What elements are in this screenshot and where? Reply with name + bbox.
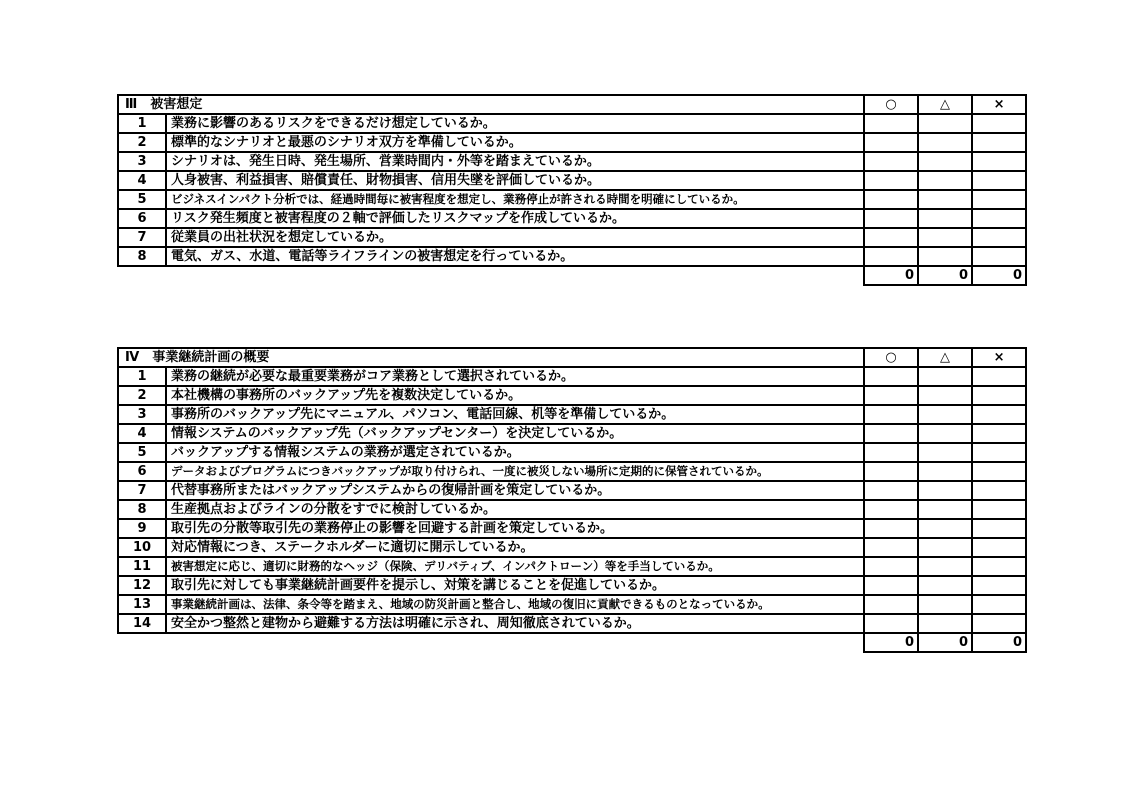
answer-cell-bad[interactable] <box>972 367 1026 386</box>
checklist-row <box>118 152 1026 171</box>
answer-cell-good[interactable] <box>864 595 918 614</box>
answer-cell-good[interactable] <box>864 519 918 538</box>
item-number: 9 <box>118 519 166 538</box>
item-number: 3 <box>118 405 166 424</box>
item-number: 2 <box>118 386 166 405</box>
item-number: 6 <box>118 209 166 228</box>
item-question: 事務所のバックアップ先にマニュアル、パソコン、電話回線、机等を準備しているか。 <box>166 405 864 424</box>
answer-cell-bad[interactable] <box>972 462 1026 481</box>
item-number: 5 <box>118 443 166 462</box>
total-good: 0 <box>864 633 918 652</box>
item-number: 1 <box>118 367 166 386</box>
checklist-row <box>118 171 1026 190</box>
section-header-row <box>118 95 1026 114</box>
section-3-body <box>118 95 1026 285</box>
answer-cell-bad[interactable] <box>972 481 1026 500</box>
total-good: 0 <box>864 266 918 285</box>
section-roman-numeral: Ⅳ <box>125 350 140 365</box>
answer-cell-fair[interactable] <box>918 557 972 576</box>
item-question: 業務に影響のあるリスクをできるだけ想定しているか。 <box>166 114 864 133</box>
answer-cell-bad[interactable] <box>972 557 1026 576</box>
item-number: 12 <box>118 576 166 595</box>
item-question: 本社機構の事務所のバックアップ先を複数決定しているか。 <box>166 386 864 405</box>
answer-cell-fair[interactable] <box>918 519 972 538</box>
answer-cell-bad[interactable] <box>972 500 1026 519</box>
answer-cell-bad[interactable] <box>972 152 1026 171</box>
checklist-row <box>118 595 1026 614</box>
answer-cell-fair[interactable] <box>918 190 972 209</box>
checklist-row <box>118 405 1026 424</box>
checklist-row <box>118 367 1026 386</box>
answer-cell-fair[interactable] <box>918 576 972 595</box>
checklist-row <box>118 443 1026 462</box>
section-4-table <box>117 347 1027 653</box>
answer-cell-good[interactable] <box>864 557 918 576</box>
checklist-row <box>118 462 1026 481</box>
answer-cell-bad[interactable] <box>972 519 1026 538</box>
answer-cell-fair[interactable] <box>918 538 972 557</box>
section-3-table <box>117 94 1027 286</box>
item-number: 7 <box>118 481 166 500</box>
answer-cell-good[interactable] <box>864 614 918 633</box>
item-question: 情報システムのバックアップ先（バックアップセンター）を決定しているか。 <box>166 424 864 443</box>
item-number: 14 <box>118 614 166 633</box>
answer-cell-fair[interactable] <box>918 247 972 266</box>
checklist-row <box>118 424 1026 443</box>
answer-cell-good[interactable] <box>864 443 918 462</box>
total-bad: 0 <box>972 266 1026 285</box>
item-question: シナリオは、発生日時、発生場所、営業時間内・外等を踏まえているか。 <box>166 152 864 171</box>
answer-cell-fair[interactable] <box>918 209 972 228</box>
answer-cell-fair[interactable] <box>918 405 972 424</box>
item-number: 8 <box>118 500 166 519</box>
item-question: バックアップする情報システムの業務が選定されているか。 <box>166 443 864 462</box>
answer-cell-fair[interactable] <box>918 595 972 614</box>
item-question: ビジネスインパクト分析では、経過時間毎に被害程度を想定し、業務停止が許される時間を明確にしているか。 <box>166 190 864 209</box>
totals-spacer <box>118 266 864 285</box>
checklist-row <box>118 538 1026 557</box>
checklist-row <box>118 209 1026 228</box>
answer-cell-good[interactable] <box>864 462 918 481</box>
answer-cell-bad[interactable] <box>972 228 1026 247</box>
answer-cell-bad[interactable] <box>972 247 1026 266</box>
answer-cell-fair[interactable] <box>918 367 972 386</box>
item-number: 8 <box>118 247 166 266</box>
checklist-row <box>118 190 1026 209</box>
item-question: 代替事務所またはバックアップシステムからの復帰計画を策定しているか。 <box>166 481 864 500</box>
answer-cell-good[interactable] <box>864 209 918 228</box>
item-number: 3 <box>118 152 166 171</box>
checklist-row <box>118 114 1026 133</box>
answer-cell-good[interactable] <box>864 386 918 405</box>
answer-cell-good[interactable] <box>864 405 918 424</box>
item-question: 業務の継続が必要な最重要業務がコア業務として選択されているか。 <box>166 367 864 386</box>
answer-cell-fair[interactable] <box>918 614 972 633</box>
answer-cell-bad[interactable] <box>972 443 1026 462</box>
answer-cell-fair[interactable] <box>918 462 972 481</box>
column-header-good: ○ <box>864 95 918 114</box>
item-number: 7 <box>118 228 166 247</box>
column-header-good: ○ <box>864 348 918 367</box>
answer-cell-bad[interactable] <box>972 209 1026 228</box>
item-question: 電気、ガス、水道、電話等ライフラインの被害想定を行っているか。 <box>166 247 864 266</box>
checklist-row <box>118 247 1026 266</box>
checklist-row <box>118 576 1026 595</box>
answer-cell-bad[interactable] <box>972 424 1026 443</box>
item-question: 取引先の分散等取引先の業務停止の影響を回避する計画を策定しているか。 <box>166 519 864 538</box>
item-number: 11 <box>118 557 166 576</box>
answer-cell-good[interactable] <box>864 114 918 133</box>
totals-row <box>118 633 1026 652</box>
section-heading <box>118 95 864 114</box>
item-question: 安全かつ整然と建物から避難する方法は明確に示され、周知徹底されているか。 <box>166 614 864 633</box>
item-question: 生産拠点およびラインの分散をすでに検討しているか。 <box>166 500 864 519</box>
answer-cell-good[interactable] <box>864 133 918 152</box>
answer-cell-fair[interactable] <box>918 228 972 247</box>
answer-cell-good[interactable] <box>864 576 918 595</box>
item-question: 事業継続計画は、法律、条令等を踏まえ、地域の防災計画と整合し、地域の復旧に貢献できるものとなっているか。 <box>166 595 864 614</box>
answer-cell-good[interactable] <box>864 228 918 247</box>
item-question: 人身被害、利益損害、賠償責任、財物損害、信用失墜を評価しているか。 <box>166 171 864 190</box>
total-fair: 0 <box>918 266 972 285</box>
item-number: 6 <box>118 462 166 481</box>
answer-cell-bad[interactable] <box>972 538 1026 557</box>
answer-cell-good[interactable] <box>864 152 918 171</box>
answer-cell-bad[interactable] <box>972 405 1026 424</box>
answer-cell-bad[interactable] <box>972 133 1026 152</box>
answer-cell-bad[interactable] <box>972 171 1026 190</box>
answer-cell-fair[interactable] <box>918 386 972 405</box>
item-question: データおよびプログラムにつきバックアップが取り付けられ、一度に被災しない場所に定期的に保管されているか。 <box>166 462 864 481</box>
checklist-row <box>118 557 1026 576</box>
answer-cell-fair[interactable] <box>918 152 972 171</box>
total-bad: 0 <box>972 633 1026 652</box>
totals-spacer <box>118 633 864 652</box>
section-heading <box>118 348 864 367</box>
checklist-row <box>118 386 1026 405</box>
item-question: 取引先に対しても事業継続計画要件を提示し、対策を講じることを促進しているか。 <box>166 576 864 595</box>
answer-cell-bad[interactable] <box>972 190 1026 209</box>
item-number: 4 <box>118 171 166 190</box>
section-4-body <box>118 348 1026 652</box>
item-number: 4 <box>118 424 166 443</box>
answer-cell-fair[interactable] <box>918 424 972 443</box>
checklist-row <box>118 228 1026 247</box>
answer-cell-fair[interactable] <box>918 481 972 500</box>
answer-cell-good[interactable] <box>864 424 918 443</box>
answer-cell-fair[interactable] <box>918 443 972 462</box>
section-title: 被害想定 <box>150 97 203 112</box>
item-number: 5 <box>118 190 166 209</box>
checklist-row <box>118 519 1026 538</box>
checklist-row <box>118 133 1026 152</box>
answer-cell-good[interactable] <box>864 190 918 209</box>
answer-cell-good[interactable] <box>864 247 918 266</box>
answer-cell-good[interactable] <box>864 367 918 386</box>
totals-row <box>118 266 1026 285</box>
answer-cell-fair[interactable] <box>918 114 972 133</box>
answer-cell-fair[interactable] <box>918 500 972 519</box>
section-roman-numeral: Ⅲ <box>125 97 138 112</box>
answer-cell-good[interactable] <box>864 500 918 519</box>
column-header-fair: △ <box>918 95 972 114</box>
item-question: リスク発生頻度と被害程度の２軸で評価したリスクマップを作成しているか。 <box>166 209 864 228</box>
section-header-row <box>118 348 1026 367</box>
item-question: 対応情報につき、ステークホルダーに適切に開示しているか。 <box>166 538 864 557</box>
answer-cell-bad[interactable] <box>972 595 1026 614</box>
checklist-row <box>118 481 1026 500</box>
total-fair: 0 <box>918 633 972 652</box>
section-title: 事業継続計画の概要 <box>152 350 270 365</box>
item-number: 10 <box>118 538 166 557</box>
item-question: 従業員の出社状況を想定しているか。 <box>166 228 864 247</box>
column-header-bad: × <box>972 348 1026 367</box>
answer-cell-bad[interactable] <box>972 576 1026 595</box>
answer-cell-bad[interactable] <box>972 614 1026 633</box>
checklist-row <box>118 500 1026 519</box>
item-question: 被害想定に応じ、適切に財務的なヘッジ（保険、デリバティブ、インパクトローン）等を手当しているか。 <box>166 557 864 576</box>
answer-cell-good[interactable] <box>864 171 918 190</box>
item-question: 標準的なシナリオと最悪のシナリオ双方を準備しているか。 <box>166 133 864 152</box>
checklist-row <box>118 614 1026 633</box>
answer-cell-bad[interactable] <box>972 114 1026 133</box>
answer-cell-good[interactable] <box>864 481 918 500</box>
item-number: 1 <box>118 114 166 133</box>
answer-cell-fair[interactable] <box>918 133 972 152</box>
answer-cell-fair[interactable] <box>918 171 972 190</box>
item-number: 13 <box>118 595 166 614</box>
column-header-bad: × <box>972 95 1026 114</box>
answer-cell-bad[interactable] <box>972 386 1026 405</box>
answer-cell-good[interactable] <box>864 538 918 557</box>
column-header-fair: △ <box>918 348 972 367</box>
item-number: 2 <box>118 133 166 152</box>
